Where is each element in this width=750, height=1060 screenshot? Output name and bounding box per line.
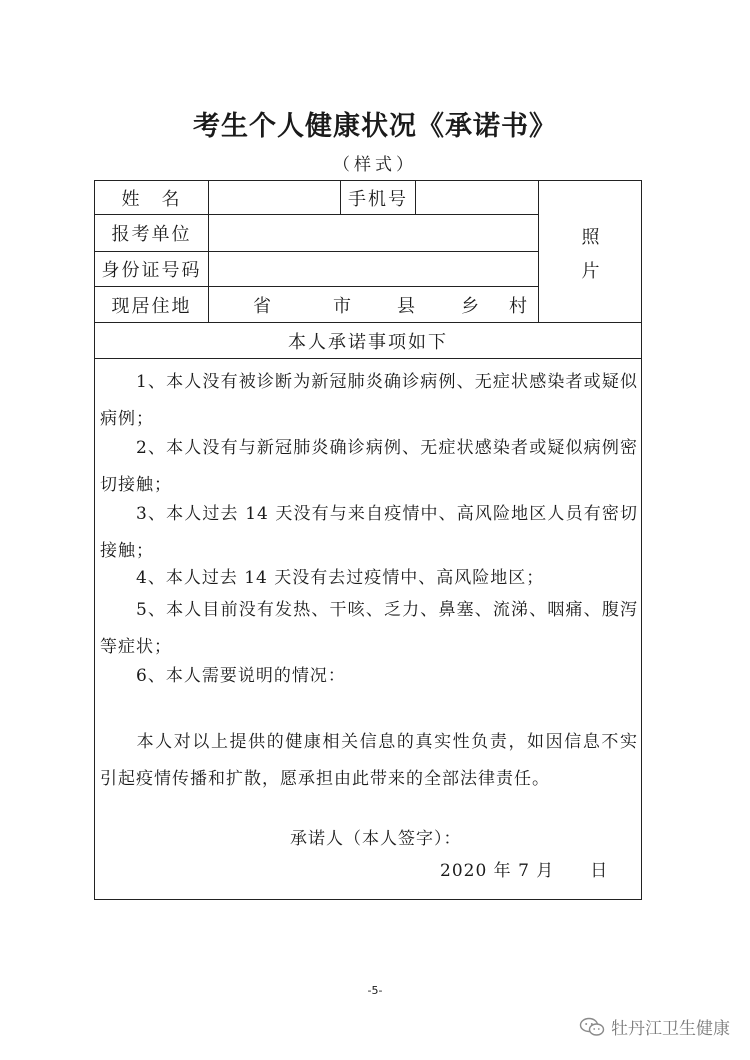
commitment-item-text: 6、本人需要说明的情况： [136, 666, 346, 686]
declaration-text: 本人对以上提供的健康相关信息的真实性负责，如因信息不实引起疫情传播和扩散，愿承担由此带来的全部法律责任。 [100, 732, 638, 789]
id-label: 身份证号码 [101, 260, 202, 281]
address-village: 村 [509, 295, 527, 317]
commitment-item-text: 4、本人过去 14 天没有去过疫情中、高风险地区； [136, 568, 545, 588]
commitment-item-text: 5、本人目前没有发热、干咳、乏力、鼻塞、流涕、咽痛、腹泻等症状； [100, 600, 638, 657]
page-number: -5- [367, 984, 383, 997]
commitment-item-text: 3、本人过去 14 天没有与来自疫情中、高风险地区人员有密切接触； [100, 504, 638, 561]
name-field[interactable] [209, 181, 340, 214]
address-label: 现居住地 [111, 295, 192, 317]
unit-field[interactable] [209, 215, 538, 251]
address-province: 省 [253, 295, 271, 317]
signature-label: 承诺人（本人签字）： [290, 829, 462, 849]
declaration-paragraph [100, 724, 638, 798]
commitment-item-2 [100, 430, 638, 504]
address-county: 县 [397, 295, 415, 317]
commitment-item-3 [100, 496, 638, 570]
commitment-item-6 [100, 658, 638, 695]
source-watermark [579, 1014, 730, 1039]
address-township: 乡 [461, 295, 479, 317]
commitment-item-text: 1、本人没有被诊断为新冠肺炎确诊病例、无症状感染者或疑似病例； [100, 372, 638, 429]
document-title: 考生个人健康状况《承诺书》 [193, 111, 557, 142]
address-city: 市 [333, 295, 351, 317]
unit-label: 报考单位 [111, 224, 192, 245]
document-subtitle: （样式） [333, 155, 417, 175]
photo-label-2: 片 [581, 261, 600, 282]
commitment-item-5 [100, 592, 638, 666]
phone-label: 手机号 [348, 188, 408, 210]
wechat-icon [579, 1017, 605, 1037]
commitment-item-1 [100, 364, 638, 438]
signature-date: 2020 年 7 月 日 [440, 861, 609, 881]
commitment-item-text: 2、本人没有与新冠肺炎确诊病例、无症状感染者或疑似病例密切接触； [100, 438, 638, 495]
phone-field[interactable] [416, 181, 538, 214]
col-divider-photo [538, 180, 539, 322]
row-divider-5 [94, 358, 642, 359]
id-field[interactable] [209, 252, 538, 286]
commitment-header: 本人承诺事项如下 [288, 331, 448, 353]
photo-label-1: 照 [581, 227, 600, 248]
watermark-text: 牡丹江卫生健康 [611, 1019, 730, 1039]
name-label: 姓 名 [121, 188, 182, 210]
